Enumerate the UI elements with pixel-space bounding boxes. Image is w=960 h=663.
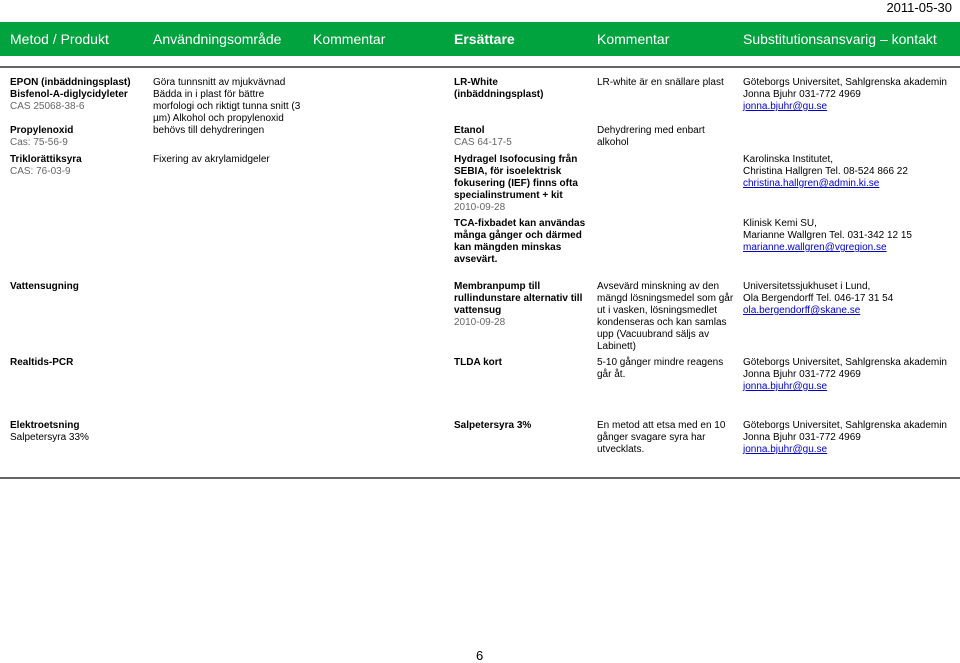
cell-replacement: Salpetersyra 3% bbox=[454, 420, 532, 431]
header-comment-2: Kommentar bbox=[597, 31, 670, 47]
cell-product: Elektroetsning bbox=[10, 420, 80, 431]
cell-product: Bisfenol-A-diglycidyleter bbox=[10, 89, 128, 100]
contact-email-link[interactable]: christina.hallgren@admin.ki.se bbox=[743, 178, 880, 189]
header-method-product: Metod / Produkt bbox=[10, 31, 109, 47]
top-rule bbox=[0, 66, 960, 68]
cell-replacement: många gånger och därmed bbox=[454, 230, 582, 241]
cell-replacement: LR-White bbox=[454, 77, 498, 88]
contact-person: Marianne Wallgren Tel. 031-342 12 15 bbox=[743, 230, 912, 241]
contact-org: Karolinska Institutet, bbox=[743, 154, 834, 165]
cell-comment: En metod att etsa med en 10 bbox=[597, 420, 726, 431]
contact-org: Göteborgs Universitet, Sahlgrenska akademin bbox=[743, 357, 947, 368]
contact-email-link[interactable]: ola.bergendorff@skane.se bbox=[743, 305, 861, 316]
cas-number: Cas: 75-56-9 bbox=[10, 137, 68, 148]
cell-usage: behövs till dehydreringen bbox=[153, 125, 265, 136]
cell-usage: morfologi och riktigt tunna snitt (3 bbox=[153, 101, 301, 112]
cell-comment: mängd lösningsmedel som går bbox=[597, 293, 734, 304]
cell-replacement: Membranpump till bbox=[454, 281, 541, 292]
cell-comment: ut i vasken, lösningsmedlet bbox=[597, 305, 718, 316]
cell-replacement: specialinstrument + kit bbox=[454, 190, 563, 201]
cell-comment: kondenseras och kan samlas bbox=[597, 317, 727, 328]
cell-replacement: Hydragel Isofocusing från bbox=[454, 154, 578, 165]
contact-person: Jonna Bjuhr 031-772 4969 bbox=[743, 432, 861, 443]
cell-product: Triklorättiksyra bbox=[10, 154, 82, 165]
cell-comment: utvecklats. bbox=[597, 444, 645, 455]
bottom-rule bbox=[0, 477, 960, 479]
header-comment: Kommentar bbox=[313, 31, 386, 47]
cell-usage: Bädda in i plast för bättre bbox=[153, 89, 265, 100]
cas-number: CAS 64-17-5 bbox=[454, 137, 512, 148]
cas-number: CAS 25068-38-6 bbox=[10, 101, 85, 112]
contact-person: Ola Bergendorff Tel. 046-17 31 54 bbox=[743, 293, 894, 304]
contact-email-link[interactable]: jonna.bjuhr@gu.se bbox=[743, 101, 828, 112]
cell-comment: gånger svagare syra har bbox=[597, 432, 706, 443]
cell-replacement: TLDA kort bbox=[454, 357, 502, 368]
contact-org: Göteborgs Universitet, Sahlgrenska akademin bbox=[743, 77, 947, 88]
cell-comment: Labinett) bbox=[597, 341, 636, 352]
header-replacement: Ersättare bbox=[454, 31, 515, 47]
contact-person: Jonna Bjuhr 031-772 4969 bbox=[743, 369, 861, 380]
cell-replacement: kan mängden minskas bbox=[454, 242, 562, 253]
contact-email-link[interactable]: jonna.bjuhr@gu.se bbox=[743, 381, 828, 392]
contact-org: Klinisk Kemi SU, bbox=[743, 218, 817, 229]
cell-product: Vattensugning bbox=[10, 281, 79, 292]
cell-comment: 5-10 gånger mindre reagens bbox=[597, 357, 724, 368]
contact-email-link[interactable]: jonna.bjuhr@gu.se bbox=[743, 444, 828, 455]
date-note: 2010-09-28 bbox=[454, 202, 506, 213]
cell-replacement: Etanol bbox=[454, 125, 485, 136]
cell-usage: µm) Alkohol och propylenoxid bbox=[153, 113, 284, 124]
contact-email-link[interactable]: marianne.wallgren@vgregion.se bbox=[743, 242, 887, 253]
document-date: 2011-05-30 bbox=[886, 0, 952, 15]
cell-comment: Dehydrering med enbart bbox=[597, 125, 705, 136]
table-header bbox=[0, 22, 960, 56]
header-usage-area: Användningsområde bbox=[153, 31, 282, 47]
cell-product-sub: Salpetersyra 33% bbox=[10, 432, 89, 443]
cell-comment: Avsevärd minskning av den bbox=[597, 281, 720, 292]
cell-replacement: fokusering (IEF) finns ofta bbox=[454, 178, 578, 189]
cell-replacement: vattensug bbox=[454, 305, 502, 316]
date-note: 2010-09-28 bbox=[454, 317, 506, 328]
cell-replacement: rullindunstare alternativ till bbox=[454, 293, 583, 304]
cell-replacement: TCA-fixbadet kan användas bbox=[454, 218, 586, 229]
cell-replacement: SEBIA, för isoelektrisk bbox=[454, 166, 562, 177]
cell-replacement: (inbäddningsplast) bbox=[454, 89, 544, 100]
cell-comment: alkohol bbox=[597, 137, 629, 148]
cell-comment: LR-white är en snällare plast bbox=[597, 77, 724, 88]
cell-product: Propylenoxid bbox=[10, 125, 74, 136]
cell-comment: upp (Vacuubrand säljs av bbox=[597, 329, 710, 340]
cas-number: CAS: 76-03-9 bbox=[10, 166, 71, 177]
cell-usage: Göra tunnsnitt av mjukvävnad bbox=[153, 77, 286, 88]
cell-product: Realtids-PCR bbox=[10, 357, 74, 368]
cell-replacement: avsevärt. bbox=[454, 254, 498, 265]
contact-org: Göteborgs Universitet, Sahlgrenska akademin bbox=[743, 420, 947, 431]
cell-product: EPON (inbäddningsplast) bbox=[10, 77, 131, 88]
contact-org: Universitetssjukhuset i Lund, bbox=[743, 281, 871, 292]
cell-usage: Fixering av akrylamidgeler bbox=[153, 154, 270, 165]
contact-person: Christina Hallgren Tel. 08-524 866 22 bbox=[743, 166, 908, 177]
header-substitution-contact: Substitutionsansvarig – kontakt bbox=[743, 31, 937, 47]
contact-person: Jonna Bjuhr 031-772 4969 bbox=[743, 89, 861, 100]
page-number: 6 bbox=[476, 648, 484, 663]
cell-comment: går åt. bbox=[597, 369, 626, 380]
